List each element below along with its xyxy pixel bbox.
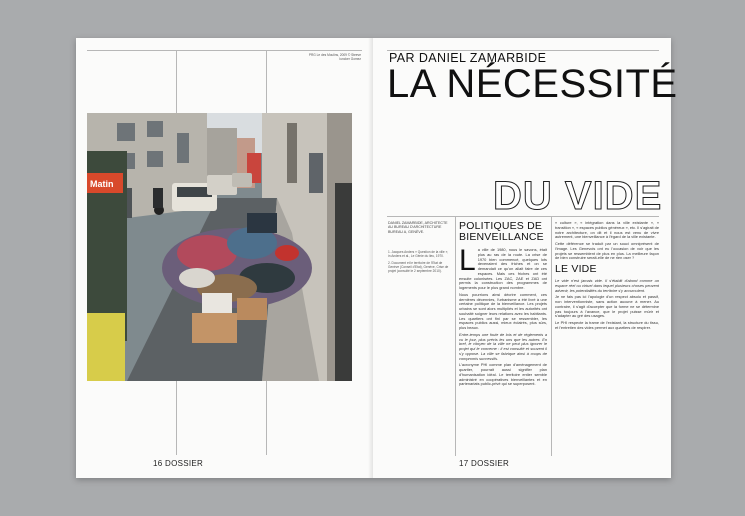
byline: PAR DANIEL ZAMARBIDE <box>389 51 547 65</box>
section-heading-le-vide: LE VIDE <box>555 263 597 275</box>
street-photo <box>87 113 352 381</box>
footnote-1: 1. Jacques Anders « Question de la ville », in Anders et al., Le Génie du lieu, 1970. <box>388 250 449 258</box>
left-page <box>76 38 373 478</box>
author-note: DANIEL ZAMARBIDE, ARCHITECTE AU BUREAU D'ARCHITECTURE BUREAU A, GENÈVE. <box>388 221 448 234</box>
col2-para-5: Le PHI respecte la trame de l'existant, la structure du tissu, et l'entretien des vides permet aux quartiers de respirer. <box>555 320 659 330</box>
page-folio-left <box>153 459 203 468</box>
footnote-2: 2. Document et le territoire de l'Etat de Genève (Conseil d'Etat), Genève, Crise de projet (consulté le 2 septembre 2010). <box>388 261 449 273</box>
headline-line-2: DU VIDE <box>493 174 663 218</box>
top-rule <box>87 50 362 51</box>
column-line <box>551 216 552 456</box>
col1-para-3: Entre-temps une foule de lois et de règlements a vu le jour, plus précis les uns que les autres. En bref, le citoyen de la ville ne peut plus ignorer le projet qui le concerne : il est consulté et souvent il s'y oppose. La ville se fabrique ainsi à coups de compromis successifs. <box>459 331 547 361</box>
column-line <box>455 216 456 456</box>
col1-para-2: Nous pourrions ainsi décrire comment, ces dernières décennies, l'urbanisme a été livré à une certaine politique de la bienveillance. Les projets urbains se sont alors multipliés et les autorités ont souhaité soigner leurs relations avec les habitants. Les quartiers ont fini par se ressembler, les espaces publics aussi, mieux éclairés, plus sûrs, plus beaux. <box>459 291 547 330</box>
col2-para-1: « culture », « intégration dans la ville existante », « transition », « espaces publics généreux », etc. Il s'agirait de notre architecture, on dit et il nous est venu de vivre autrement, une bienveillance à l'égard de la ville existante. <box>555 221 659 240</box>
section-rule <box>387 216 659 217</box>
section-heading-politiques: POLITIQUES DE BIENVEILLANCE <box>459 220 544 243</box>
page-number: 17 <box>459 459 469 468</box>
text-column-2 <box>555 221 659 453</box>
col2-para-4: Je ne fais pas ici l'apologie d'un respect absolu et passif, non interventionniste, sans action aucune à mener. Au contraire, il s'agit d'accepter que la forme ne se détermine pas toujours à l'avance, que le projet puisse mûrir et s'adapter au gré des usages. <box>555 294 659 319</box>
section-label: DOSSIER <box>165 459 204 468</box>
photo-credit: PRG Le des Moulins, 2009 © Steeve Iuncker Gomez <box>308 53 361 61</box>
drop-cap: L <box>459 248 476 277</box>
col2-para-2: Cette déférence se traduit par un souci omniprésent de l'image. Les Genevois ont eu l'occasion de voir que les projets se ressemblent de plus en plus. La meilleure façon de bien construire serait-elle de ne rien oser ? <box>555 241 659 261</box>
col1-para-1: a ville de 1980, nous le savons, était plus au ras de la route. La crise de 1970 bien commencé, quelques lots devenaient des friches et on se demandait ce qu'on allait faire de ces espaces. Mais ces friches ont été ensuite colonisées. Les ZAC, ZAE et ZAD ont permis la construction des programmes de logements pour le plus grand nombre. <box>459 248 547 290</box>
page-folio-right <box>459 459 509 468</box>
kiosk-sign: Matin <box>90 179 114 189</box>
headline-line-1: LA NÉCESSITÉ <box>387 62 678 106</box>
footnotes <box>388 250 450 273</box>
col1-para-4: L'acronyme PHI comme plan d'aménagement de quartier, pourrait aussi signifier plan d'humanisation idéal. Le territoire entier semble administré en coopératives bienveillantes et en partenariats public-privé qui se superposent. <box>459 362 547 387</box>
magazine-spread <box>76 38 678 478</box>
page-number: 16 <box>153 459 163 468</box>
col2-para-3: Le vide n'est jamais vide. Il s'établit d'abord comme un espace réel ou virtuel dans lequel plusieurs choses peuvent advenir, les potentialités du territoire s'y accumulent. <box>555 278 659 293</box>
section-label: DOSSIER <box>471 459 510 468</box>
right-page <box>373 38 678 478</box>
text-column-1 <box>459 248 547 453</box>
